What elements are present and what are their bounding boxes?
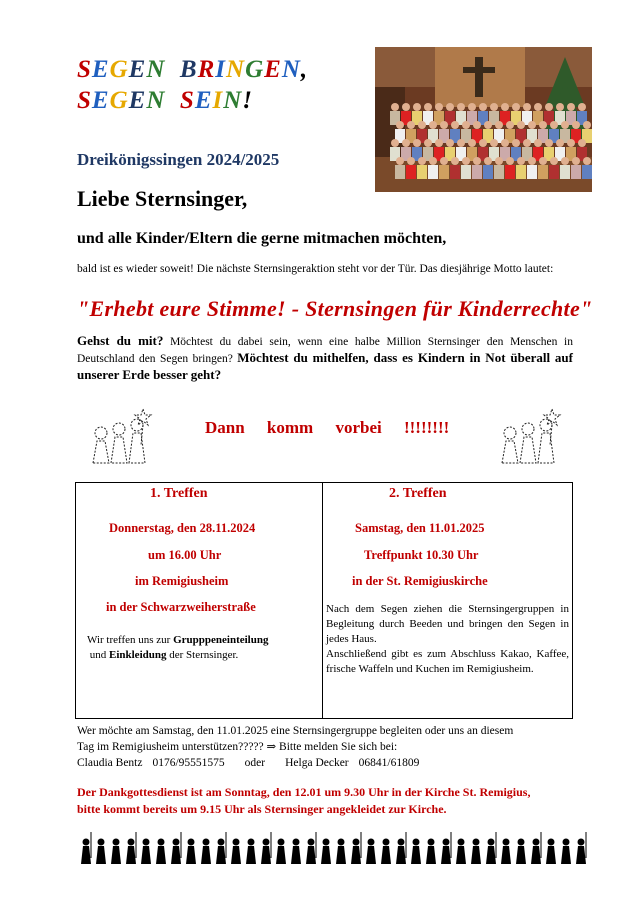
title-letter: N bbox=[146, 87, 166, 114]
sternsinger-silhouette bbox=[261, 832, 271, 864]
sternsinger-silhouette bbox=[396, 832, 406, 864]
title-letter: E bbox=[128, 56, 147, 83]
sternsinger-silhouette bbox=[576, 832, 586, 864]
title-letter: I bbox=[215, 56, 227, 83]
title-letter: S bbox=[179, 87, 195, 114]
sternsinger-silhouette bbox=[306, 832, 316, 864]
sternsinger-silhouette bbox=[531, 832, 541, 864]
sternsinger-silhouette bbox=[126, 832, 136, 864]
sternsinger-silhouette bbox=[216, 832, 226, 864]
contact-phone-1: 0176/95551575 bbox=[152, 757, 225, 769]
sternsinger-silhouette bbox=[456, 839, 466, 865]
sternsinger-silhouette bbox=[321, 839, 331, 865]
left-note-text-3: der Sternsinger. bbox=[166, 649, 239, 661]
contact-line-3 bbox=[77, 755, 577, 771]
right-date: Samstag, den 11.01.2025 bbox=[355, 521, 485, 535]
sternsinger-illustration-left bbox=[87, 405, 155, 465]
right-place: in der St. Remigiuskirche bbox=[352, 574, 488, 588]
title-letter: E bbox=[194, 87, 213, 114]
sternsinger-silhouette bbox=[381, 839, 391, 865]
question-1: Gehst du mit? bbox=[77, 333, 164, 348]
sternsinger-silhouette bbox=[201, 839, 211, 865]
title-letter: G bbox=[245, 56, 265, 83]
intro-line: und alle Kinder/Eltern die gerne mitmachen möchten, bbox=[77, 230, 447, 247]
contact-line-1: Wer möchte am Samstag, den 11.01.2025 eine Sternsingergruppe begleiten oder uns an diesem bbox=[77, 725, 514, 737]
subtitle: Dreikönigssingen 2024/2025 bbox=[77, 150, 280, 169]
contact-name-1: Claudia Bentz bbox=[77, 757, 143, 769]
thanksgiving-line-2: bitte kommt bereits um 9.15 Uhr als Sternsinger angekleidet zur Kirche. bbox=[77, 802, 447, 816]
sternsinger-silhouette bbox=[186, 839, 196, 865]
intro-text: bald ist es wieder soweit! Die nächste Sternsingeraktion steht vor der Tür. Das diesjährige Motto lautet: bbox=[77, 263, 554, 275]
left-note-bold-1: Grupppeneinteilung bbox=[173, 634, 269, 646]
sternsinger-silhouette bbox=[426, 839, 436, 865]
greeting: Liebe Sternsinger, bbox=[77, 186, 248, 211]
sternsinger-illustration-right bbox=[496, 405, 564, 465]
invitation-paragraph bbox=[77, 333, 573, 384]
left-date: Donnerstag, den 28.11.2024 bbox=[109, 521, 256, 535]
title-line-1 bbox=[77, 54, 308, 85]
sternsinger-silhouette bbox=[291, 839, 301, 865]
left-time: um 16.00 Uhr bbox=[148, 548, 222, 562]
right-time: Treffpunkt 10.30 Uhr bbox=[364, 548, 479, 562]
left-note-bold-2: Einkleidung bbox=[109, 649, 167, 661]
sternsinger-silhouette bbox=[156, 839, 166, 865]
right-text-2: Anschließend gibt es zum Abschluss Kakao, Kaffee, frische Waffeln und Kuchen im Remigiusheim. bbox=[326, 648, 569, 675]
title-letter: I bbox=[212, 87, 224, 114]
question-2: Möchtest du mithelfen, dass es Kindern in Not überall auf unserer Erde besser geht? bbox=[77, 350, 573, 382]
thanksgiving-line-1: Der Dankgottesdienst ist am Sonntag, den 12.01 um 9.30 Uhr in der Kirche St. Remigius, bbox=[77, 785, 531, 799]
sternsinger-silhouette bbox=[336, 839, 346, 865]
thanksgiving-notice bbox=[77, 784, 617, 818]
call-to-action: Dann komm vorbei !!!!!!!! bbox=[205, 418, 450, 437]
sternsinger-silhouette bbox=[546, 839, 556, 865]
title-letter bbox=[165, 85, 180, 116]
title-letter: S bbox=[77, 56, 92, 83]
sternsinger-silhouette bbox=[141, 839, 151, 865]
sternsinger-silhouette bbox=[516, 839, 526, 865]
title-letter: , bbox=[300, 56, 309, 83]
sternsinger-silhouette bbox=[471, 839, 481, 865]
title-letter: E bbox=[128, 87, 147, 114]
sternsinger-silhouette bbox=[231, 839, 241, 865]
sternsinger-silhouette bbox=[561, 839, 571, 865]
sternsinger-silhouette bbox=[366, 839, 376, 865]
title-letter: G bbox=[109, 56, 129, 83]
contact-or: oder bbox=[244, 757, 266, 769]
title-letter: S bbox=[77, 87, 92, 114]
poster-title bbox=[77, 54, 308, 116]
title-letter: E bbox=[91, 56, 110, 83]
title-letter: G bbox=[109, 87, 129, 114]
table-divider bbox=[322, 482, 323, 719]
left-place: im Remigiusheim bbox=[135, 574, 229, 588]
title-letter: B bbox=[179, 56, 198, 83]
contact-section bbox=[77, 723, 577, 771]
title-line-2 bbox=[77, 85, 308, 116]
motto: "Erhebt eure Stimme! - Sternsingen für Kinderrechte" bbox=[77, 296, 593, 321]
title-letter: R bbox=[197, 56, 216, 83]
sternsinger-silhouette bbox=[96, 839, 106, 865]
title-letter: N bbox=[281, 56, 301, 83]
title-letter bbox=[165, 54, 180, 85]
contact-name-2: Helga Decker bbox=[285, 757, 349, 769]
sternsinger-silhouette bbox=[411, 839, 421, 865]
title-letter: N bbox=[223, 87, 243, 114]
title-letter: E bbox=[264, 56, 282, 83]
sternsinger-silhouette bbox=[441, 832, 451, 864]
sternsinger-silhouette bbox=[81, 832, 91, 864]
contact-phone-2: 06841/61809 bbox=[358, 757, 420, 769]
title-letter: ! bbox=[242, 87, 254, 114]
sternsinger-silhouette bbox=[501, 839, 511, 865]
left-note-text-2: und bbox=[89, 649, 109, 661]
left-note-text: Wir treffen uns zur bbox=[87, 634, 174, 646]
sternsinger-silhouette bbox=[486, 832, 496, 864]
sternsinger-silhouette bbox=[351, 832, 361, 864]
sternsinger-silhouette-border bbox=[80, 828, 590, 868]
title-letter: N bbox=[146, 56, 166, 83]
group-photo bbox=[375, 47, 592, 192]
left-heading: 1. Treffen bbox=[150, 486, 208, 501]
title-letter: N bbox=[226, 56, 246, 83]
contact-line-2: Tag im Remigiusheim unterstützen????? ⇒ Bitte melden Sie sich bei: bbox=[77, 741, 398, 753]
title-letter: E bbox=[91, 87, 110, 114]
right-description bbox=[326, 602, 569, 677]
left-note bbox=[87, 633, 312, 663]
sternsinger-silhouette bbox=[276, 839, 286, 865]
right-text-1: Nach dem Segen ziehen die Sternsingergruppen in Begleitung durch Beeden und bringen den Segen in jedes Haus. bbox=[326, 603, 569, 645]
right-heading: 2. Treffen bbox=[389, 486, 447, 501]
left-street: in der Schwarzweiherstraße bbox=[106, 600, 256, 614]
sternsinger-silhouette bbox=[246, 839, 256, 865]
sternsinger-silhouette bbox=[111, 839, 121, 865]
sternsinger-silhouette bbox=[171, 832, 181, 864]
paragraph-text: Möchtest du dabei sein, wenn eine halbe Million Sternsinger den Menschen in Deutschland den Segen bringen? bbox=[77, 336, 573, 365]
